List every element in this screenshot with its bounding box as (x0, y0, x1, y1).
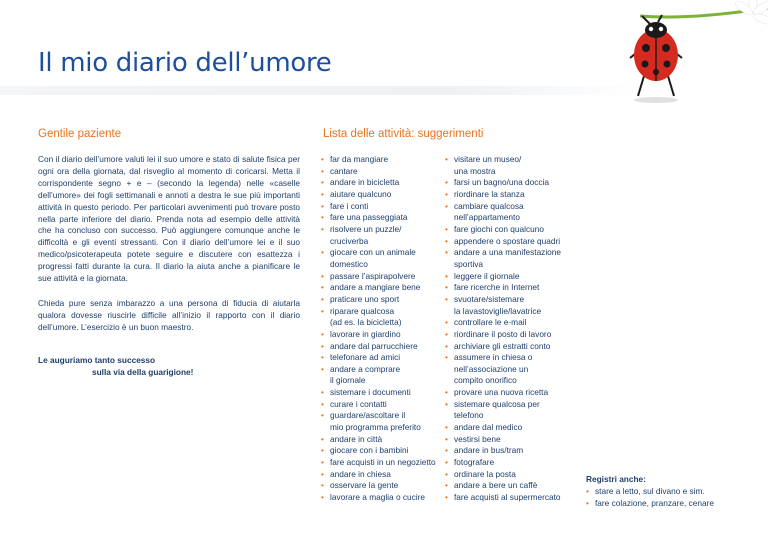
bullet-icon: • (445, 468, 448, 479)
list-item (321, 445, 439, 457)
list-item-text: leggere il giornale (454, 270, 520, 281)
list-item (321, 166, 439, 178)
bullet-icon: • (321, 247, 324, 258)
list-item (321, 469, 439, 481)
list-item-text: fare acquisti in un negozietto (330, 457, 436, 468)
list-item-text: appendere o spostare quadri (454, 235, 561, 246)
bullet-icon: • (445, 445, 448, 456)
activities-heading: Lista delle attività: suggerimenti (323, 128, 484, 140)
list-item-text: fare i conti (330, 200, 369, 211)
list-item (321, 189, 439, 201)
bullet-icon: • (445, 457, 448, 468)
list-item-text: andare a una manifestazione sportiva (454, 247, 562, 269)
registri-heading: Registri anche: (586, 474, 646, 484)
list-item (321, 480, 439, 492)
list-item-text: andare in città (330, 433, 383, 444)
list-item-text: ordinare la posta (454, 468, 516, 479)
bullet-icon: • (321, 410, 324, 421)
list-item-text: riparare qualcosa (ad es. la bicicletta) (330, 305, 402, 328)
bullet-icon: • (445, 492, 448, 503)
list-item (321, 387, 439, 399)
bullet-icon: • (445, 317, 448, 328)
list-item (321, 294, 439, 306)
list-item (445, 271, 563, 283)
bullet-icon: • (321, 200, 324, 211)
list-item (445, 480, 563, 492)
closing-line-2: sulla via della guarigione! (92, 367, 194, 377)
list-item-text: osservare la gente (330, 480, 399, 491)
list-item-text: fare ricerche in Internet (454, 282, 540, 293)
list-item (445, 352, 563, 387)
closing-line-1: Le auguriamo tanto successo (38, 355, 156, 365)
list-item (321, 492, 439, 504)
list-item (321, 282, 439, 294)
list-item-text: aiutare qualcuno (330, 188, 392, 199)
header-divider (0, 86, 640, 95)
list-item (445, 236, 563, 248)
list-item (321, 329, 439, 341)
bullet-icon: • (445, 154, 448, 164)
list-item (445, 177, 563, 189)
list-item (445, 247, 563, 270)
list-item-text: controllare le e-mail (454, 317, 527, 328)
list-item-text: giocare con i bambini (330, 445, 409, 456)
list-item-text: andare in bus/tram (454, 445, 524, 456)
list-item (445, 294, 563, 317)
list-item (321, 457, 439, 469)
bullet-icon: • (445, 398, 448, 409)
list-item (321, 224, 439, 247)
list-item (445, 492, 563, 504)
list-item-text: curare i contatti (330, 398, 387, 409)
list-item (321, 434, 439, 446)
bullet-icon: • (445, 200, 448, 211)
list-item (445, 329, 563, 341)
bullet-icon: • (321, 387, 324, 398)
list-item-text: lavorare in giardino (330, 328, 401, 339)
list-item (321, 399, 439, 411)
list-item-text: andare a comprare il giornale (330, 363, 401, 386)
list-item (445, 317, 563, 329)
list-item-text: andare a bere un caffè (454, 480, 538, 491)
activities-column-1 (321, 154, 439, 504)
list-item-text: sistemare qualcosa per telefono (454, 398, 540, 421)
list-item-text: visitare un museo/ una mostra (454, 154, 522, 176)
bullet-icon: • (321, 305, 324, 316)
list-item-text: praticare uno sport (330, 293, 400, 304)
list-item-text: andare dal parrucchiere (330, 340, 418, 351)
list-item-text: fare una passeggiata (330, 212, 408, 223)
bullet-icon: • (445, 270, 448, 281)
bullet-icon: • (445, 352, 448, 363)
bullet-icon: • (445, 433, 448, 444)
bullet-icon: • (321, 282, 324, 293)
bullet-icon: • (321, 398, 324, 409)
bullet-icon: • (321, 445, 324, 456)
list-item (445, 422, 563, 434)
bullet-icon: • (586, 497, 589, 508)
bullet-icon: • (321, 468, 324, 479)
bullet-icon: • (321, 492, 324, 503)
list-item (445, 387, 563, 399)
bullet-icon: • (321, 212, 324, 223)
list-item-text: far da mangiare (330, 154, 389, 164)
bullet-icon: • (445, 177, 448, 188)
page-title: Il mio diario dell’umore (38, 48, 332, 78)
list-item (445, 282, 563, 294)
list-item (321, 212, 439, 224)
list-item-text: cambiare qualcosa nell’appartamento (454, 200, 524, 223)
list-item-text: fotografare (454, 457, 495, 468)
list-item-text: risolvere un puzzle/ cruciverba (330, 223, 402, 246)
list-item-text: andare a mangiare bene (330, 282, 421, 293)
bullet-icon: • (445, 422, 448, 433)
ladybug-on-flower-stem-icon (600, 0, 768, 110)
list-item (445, 399, 563, 422)
list-item (586, 486, 766, 498)
bullet-icon: • (321, 293, 324, 304)
bullet-icon: • (321, 223, 324, 234)
list-item (445, 189, 563, 201)
list-item-text: cantare (330, 165, 358, 176)
bullet-icon: • (321, 177, 324, 188)
list-item (445, 457, 563, 469)
list-item-text: vestirsi bene (454, 433, 501, 444)
bullet-icon: • (321, 433, 324, 444)
list-item (586, 498, 766, 510)
list-item (321, 341, 439, 353)
bullet-icon: • (321, 352, 324, 363)
bullet-icon: • (445, 480, 448, 491)
list-item (445, 434, 563, 446)
list-item-text: svuotare/sistemare la lavastoviglie/lavatrice (454, 293, 542, 316)
bullet-icon: • (321, 188, 324, 199)
bullet-icon: • (445, 188, 448, 199)
list-item-text: archiviare gli estratti conto (454, 340, 551, 351)
list-item (445, 224, 563, 236)
list-item-text: andare dal medico (454, 422, 523, 433)
list-item (445, 469, 563, 481)
list-item-text: riordinare la stanza (454, 188, 525, 199)
list-item (321, 271, 439, 283)
list-item-text: stare a letto, sul divano e sim. (595, 486, 705, 496)
list-item-text: passare l’aspirapolvere (330, 270, 416, 281)
list-item-text: lavorare a maglia o cucire (330, 492, 425, 503)
list-item-text: assumere in chiesa o nell’associazione un compito onorifico (454, 352, 533, 386)
bullet-icon: • (445, 293, 448, 304)
list-item (321, 154, 439, 166)
bullet-icon: • (586, 486, 589, 496)
list-item-text: andare in chiesa (330, 468, 391, 479)
bullet-icon: • (321, 340, 324, 351)
list-item (445, 445, 563, 457)
list-item (321, 247, 439, 270)
bullet-icon: • (321, 328, 324, 339)
bullet-icon: • (445, 282, 448, 293)
list-item (321, 352, 439, 364)
list-item-text: fare colazione, pranzare, cenare (595, 497, 714, 508)
list-item (321, 177, 439, 189)
list-item-text: guardare/ascoltare il mio programma preferito (330, 410, 421, 433)
bullet-icon: • (321, 457, 324, 468)
bullet-icon: • (321, 165, 324, 176)
bullet-icon: • (445, 223, 448, 234)
list-item (321, 306, 439, 329)
list-item-text: provare una nuova ricetta (454, 387, 549, 398)
bullet-icon: • (445, 340, 448, 351)
registri-list (586, 486, 766, 509)
bullet-icon: • (445, 387, 448, 398)
list-item-text: sistemare i documenti (330, 387, 411, 398)
list-item-text: fare acquisti al supermercato (454, 492, 561, 503)
list-item (445, 341, 563, 353)
list-item-text: telefonare ad amici (330, 352, 401, 363)
list-item-text: giocare con un animale domestico (330, 247, 416, 269)
list-item (321, 201, 439, 213)
help-paragraph: Chieda pure senza imbarazzo a una persona di fiducia di aiutarla qualora dovesse riuscirle difficile all’inizio il rapporto con il diario dell’umore. L’esercizio è un buon maestro. (38, 298, 300, 332)
list-item-text: riordinare il posto di lavoro (454, 328, 552, 339)
bullet-icon: • (321, 363, 324, 374)
bullet-icon: • (445, 235, 448, 246)
activities-column-2 (445, 154, 563, 504)
bullet-icon: • (321, 480, 324, 491)
bullet-icon: • (445, 328, 448, 339)
bullet-icon: • (321, 270, 324, 281)
list-item-text: farsi un bagno/una doccia (454, 177, 550, 188)
list-item-text: fare giochi con qualcuno (454, 223, 544, 234)
list-item (445, 154, 563, 177)
greeting-heading: Gentile paziente (38, 128, 122, 140)
list-item (321, 410, 439, 433)
list-item-text: andare in bicicletta (330, 177, 400, 188)
bullet-icon: • (321, 154, 324, 164)
bullet-icon: • (445, 247, 448, 258)
intro-paragraph: Con il diario dell’umore valuti lei il suo umore e stato di salute fisica per ogni ora della giornata, dal risveglio al momento di coricarsi. Metta il corrispondente segno + e – (secondo la legenda) nelle «caselle dell’umore» dei fogli settimanali e annoti a destra le sue più importanti attività in questo periodo. Per particolari avvenimenti può trovare posto nella parte inferiore del diario. Prenda nota ad esempio delle attività che ha concluso con successo. Può aggiungere comunque anche le difficoltà e gli eventi stressanti. Con il diario dell’umore lei e il suo medico/psicoterapeuta potete seguire e discutere con esattezza i progressi fatti durante la cura. Il diario la aiuta anche a pianificare le sue attività e la giornata. (38, 154, 300, 284)
list-item (445, 201, 563, 224)
list-item (321, 364, 439, 387)
